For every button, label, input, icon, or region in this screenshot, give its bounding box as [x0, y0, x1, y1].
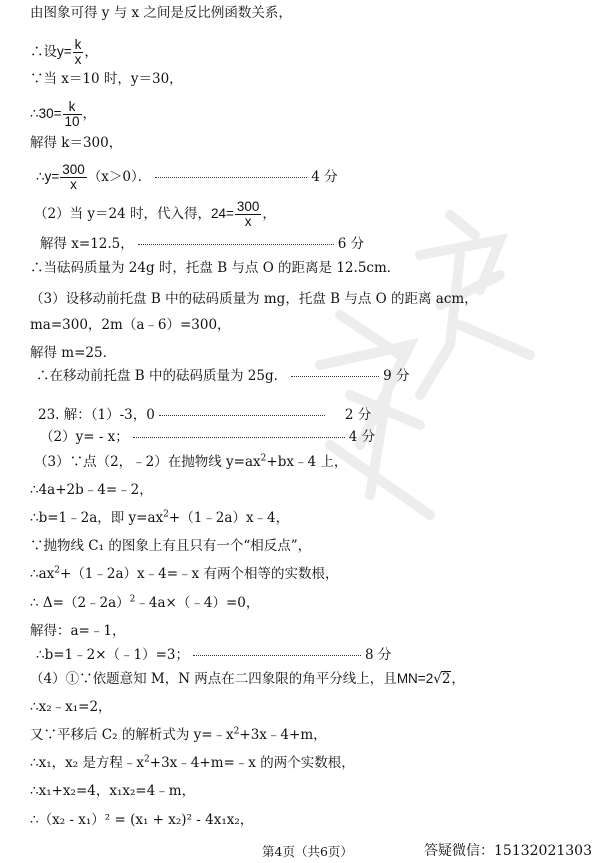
text: 23. 解：（1）-3，0 — [38, 407, 155, 423]
formula-line — [30, 509, 289, 527]
text-line: 由图象可得 y 与 x 之间是反比例函数关系， — [30, 5, 292, 21]
formula-line — [30, 594, 259, 612]
text-line: 解得：a=﹣1， — [30, 623, 126, 639]
text: +3x﹣4+m=﹣x 的两个实数根， — [149, 755, 355, 771]
dotted-leader — [159, 415, 325, 416]
text-line: ma=300，2m（a﹣6）=300， — [30, 317, 231, 333]
denominator: x — [74, 52, 82, 67]
text-line: ∴x₂﹣x₁=2， — [30, 699, 112, 715]
formula-line — [30, 754, 355, 772]
formula-line — [34, 200, 276, 229]
contact-info: 答疑微信：15132021303 — [424, 843, 592, 859]
text-line: ∴4a+2b﹣4=﹣2， — [30, 482, 153, 498]
text-line: ∵当 x＝10 时，y＝30， — [30, 71, 183, 87]
numerator: k — [74, 37, 82, 52]
sqrt-sign: √ — [433, 671, 442, 687]
formula-line — [38, 406, 371, 424]
sqrt-radicand: 2 — [441, 671, 451, 687]
exponent: 2 — [54, 565, 60, 576]
text: ﹣4a×（﹣4）=0， — [135, 595, 260, 611]
y-equals: y= — [57, 44, 72, 59]
condition: （x＞0）． — [87, 169, 152, 185]
text: （3）∵点（2，﹣2）在抛物线 y=ax — [34, 454, 261, 470]
text: +bx﹣4 上， — [266, 454, 348, 470]
text: +（1﹣2a）x﹣4=﹣x 有两个相等的实数根， — [60, 566, 339, 582]
text: （2）当 y＝24 时，代入得， — [34, 206, 211, 222]
formula-line — [30, 565, 338, 583]
lhs: ∴y= — [36, 169, 60, 184]
fraction-300-over-x — [235, 200, 262, 229]
text: ∴b=1﹣2a，即 y=ax — [30, 510, 164, 526]
formula-line — [36, 646, 391, 664]
denominator: x — [70, 177, 77, 192]
text-line: 解得 k＝300， — [30, 135, 123, 151]
score: 9 分 — [383, 368, 410, 384]
lhs: 30= — [38, 106, 62, 121]
score: 2 分 — [344, 407, 372, 423]
exponent: 2 — [129, 594, 136, 605]
text: MN=2 — [396, 671, 434, 686]
formula-line — [30, 670, 465, 688]
text: ∴x₁，x₂ 是方程﹣x — [30, 755, 145, 771]
text: ∴ Δ=（2﹣2a） — [30, 595, 130, 611]
numerator: 300 — [62, 162, 85, 177]
text-line: （3）设移动前托盘 B 中的砝码质量为 mg，托盘 B 与点 O 的距离 acm， — [30, 291, 478, 307]
numerator: 300 — [236, 199, 260, 214]
fraction-k-over-x — [73, 38, 84, 67]
dotted-leader — [133, 437, 345, 438]
fraction-k-over-10 — [63, 100, 82, 129]
formula-line — [36, 367, 410, 385]
text: ∴b=1﹣2×（﹣1）=3； — [36, 647, 190, 663]
score: 6 分 — [337, 236, 365, 252]
formula-line — [40, 428, 375, 446]
score: 8 分 — [365, 647, 392, 663]
text-line: 解得 m=25． — [30, 345, 117, 361]
text-line: ∴当砝码质量为 24g 时，托盘 B 与点 O 的距离是 12.5cm． — [30, 260, 401, 276]
denominator: x — [244, 214, 252, 229]
score: 4 分 — [311, 169, 338, 185]
denominator: 10 — [64, 114, 80, 129]
text-line: ∵抛物线 C₁ 的图象上有且只有一个“相反点”， — [30, 538, 312, 554]
text: +（1﹣2a）x﹣4， — [168, 510, 290, 526]
therefore-set: ∴设 — [30, 44, 57, 60]
text: （4）①∵依题意知 M，N 两点在二四象限的角平分线上，且 — [30, 671, 397, 687]
comma: ， — [84, 44, 98, 60]
exponent: 2 — [144, 754, 150, 765]
exponent: 2 — [163, 509, 169, 520]
numerator: k — [63, 100, 82, 115]
score: 4 分 — [348, 429, 376, 445]
comma: ， — [451, 671, 465, 687]
text: +3x﹣4+m， — [239, 727, 327, 743]
dotted-leader — [193, 655, 361, 656]
therefore: ∴ — [30, 106, 39, 122]
dotted-leader — [138, 244, 334, 245]
text: ∴ax — [30, 566, 55, 582]
text-line: ∴（x₂ - x₁）² = (x₁ + x₂)² - 4x₁x₂， — [30, 812, 254, 828]
formula-line — [30, 726, 327, 744]
comma: ， — [82, 106, 97, 122]
formula-line — [40, 235, 364, 253]
dotted-leader — [155, 177, 307, 178]
fraction-300-over-x — [60, 163, 87, 192]
text: 解得 x=12.5， — [40, 236, 134, 252]
exponent: 2 — [260, 453, 267, 464]
dotted-leader — [291, 376, 379, 377]
text: ∴在移动前托盘 B 中的砝码质量为 25g． — [36, 368, 288, 384]
comma: ， — [262, 206, 276, 222]
text: （2）y= - x； — [40, 429, 129, 445]
formula-line — [30, 38, 98, 67]
lhs: 24= — [210, 206, 234, 221]
page-number: 第4页（共6页） — [262, 844, 353, 859]
formula-line — [30, 100, 96, 129]
formula-line — [34, 453, 347, 471]
text: 又∵平移后 C₂ 的解析式为 y=﹣x — [30, 727, 234, 743]
text-line: ∴x₁+x₂=4，x₁x₂=4﹣m， — [30, 783, 196, 799]
formula-line — [36, 163, 338, 192]
exponent: 2 — [233, 726, 240, 737]
